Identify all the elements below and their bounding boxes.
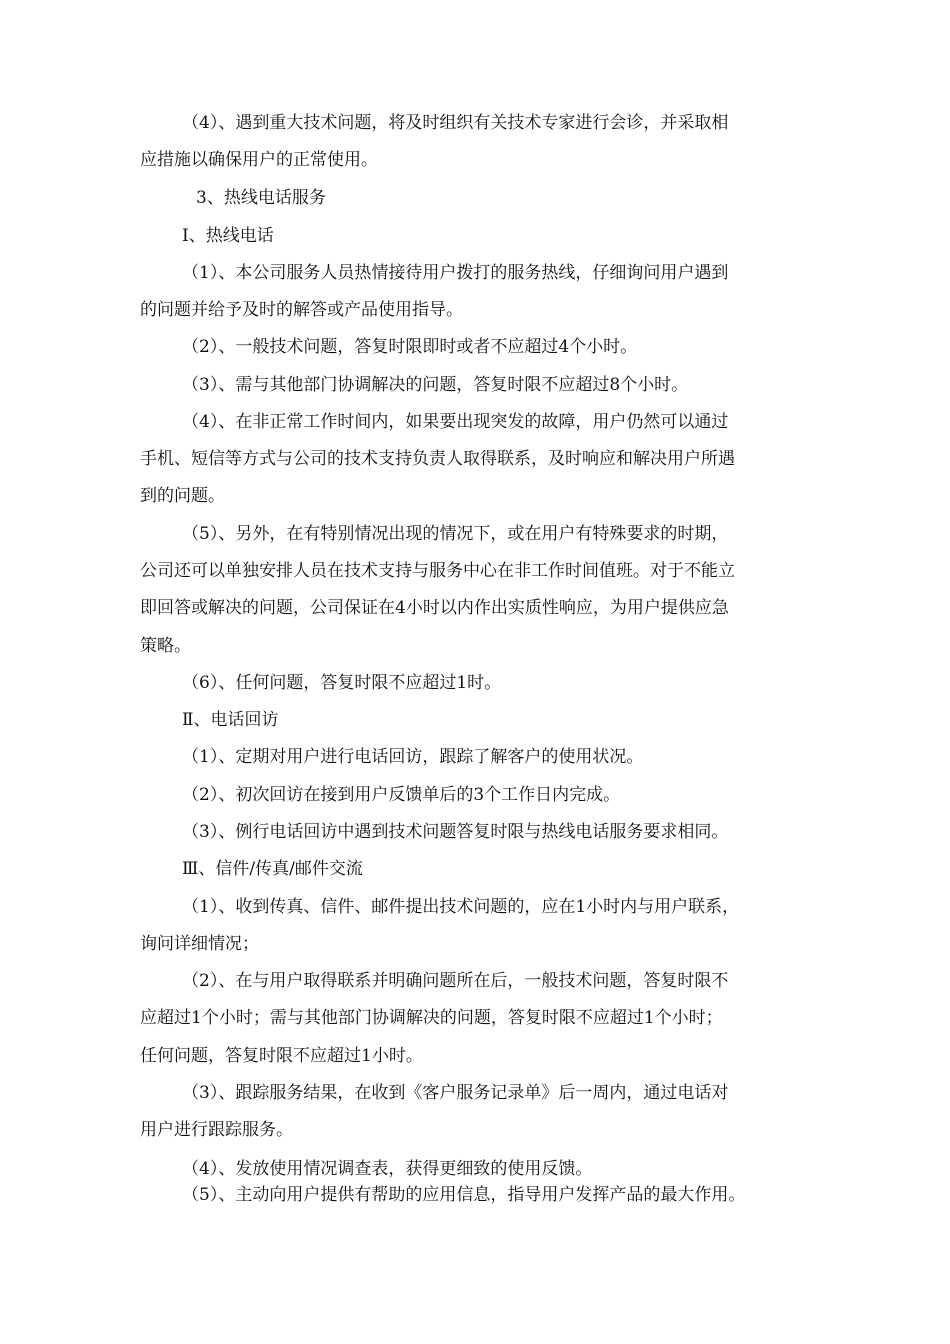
paragraph-line: 的问题并给予及时的解答或产品使用指导。 [140,300,463,320]
paragraph-line: （4）、遇到重大技术问题，将及时组织有关技术专家进行会诊，并采取相 [182,113,729,133]
paragraph-line: （6）、任何问题，答复时限不应超过1时。 [182,673,502,693]
paragraph-line: （2）、一般技术问题，答复时限即时或者不应超过4个小时。 [182,337,638,357]
subsection-heading: Ⅰ、热线电话 [182,226,274,246]
paragraph-line: （1）、定期对用户进行电话回访，跟踪了解客户的使用状况。 [182,747,644,767]
paragraph-line: （5）、主动向用户提供有帮助的应用信息，指导用户发挥产品的最大作用。 [182,1185,746,1205]
section-heading: 3、热线电话服务 [196,188,326,208]
paragraph-line: 询问详细情况； [140,934,259,954]
subsection-heading: Ⅲ、信件/传真/邮件交流 [182,859,363,879]
paragraph-line: 到的问题。 [140,486,225,506]
paragraph-line: 应超过1个小时；需与其他部门协调解决的问题，答复时限不应超过1个小时； [140,1008,723,1028]
paragraph-line: （1）、收到传真、信件、邮件提出技术问题的，应在1小时内与用户联系， [182,897,740,917]
paragraph-line: 策略。 [140,636,191,656]
paragraph-line: 手机、短信等方式与公司的技术支持负责人取得联系，及时响应和解决用户所遇 [140,449,735,469]
paragraph-line: 用户进行跟踪服务。 [140,1120,293,1140]
paragraph-line: （3）、跟踪服务结果，在收到《客户服务记录单》后一周内，通过电话对 [182,1083,729,1103]
paragraph-line: 即回答或解决的问题，公司保证在4小时以内作出实质性响应，为用户提供应急 [140,598,729,618]
paragraph-line: （2）、在与用户取得联系并明确问题所在后，一般技术问题，答复时限不 [182,971,729,991]
paragraph-line: 任何问题，答复时限不应超过1小时。 [140,1046,423,1066]
paragraph-line: （1）、本公司服务人员热情接待用户拨打的服务热线，仔细询问用户遇到 [182,263,729,283]
paragraph-line: （5）、另外，在有特别情况出现的情况下，或在用户有特殊要求的时期， [182,524,729,544]
paragraph-line: 应措施以确保用户的正常使用。 [140,150,378,170]
paragraph-line: （3）、例行电话回访中遇到技术问题答复时限与热线电话服务要求相同。 [182,822,729,842]
paragraph-line: 公司还可以单独安排人员在技术支持与服务中心在非工作时间值班。对于不能立 [140,561,735,581]
paragraph-line: （4）、发放使用情况调查表，获得更细致的使用反馈。 [182,1159,593,1179]
paragraph-line: （3）、需与其他部门协调解决的问题，答复时限不应超过8个小时。 [182,375,689,395]
paragraph-line: （4）、在非正常工作时间内，如果要出现突发的故障，用户仍然可以通过 [182,412,729,432]
paragraph-line: （2）、初次回访在接到用户反馈单后的3个工作日内完成。 [182,785,621,805]
subsection-heading: Ⅱ、电话回访 [182,710,279,730]
